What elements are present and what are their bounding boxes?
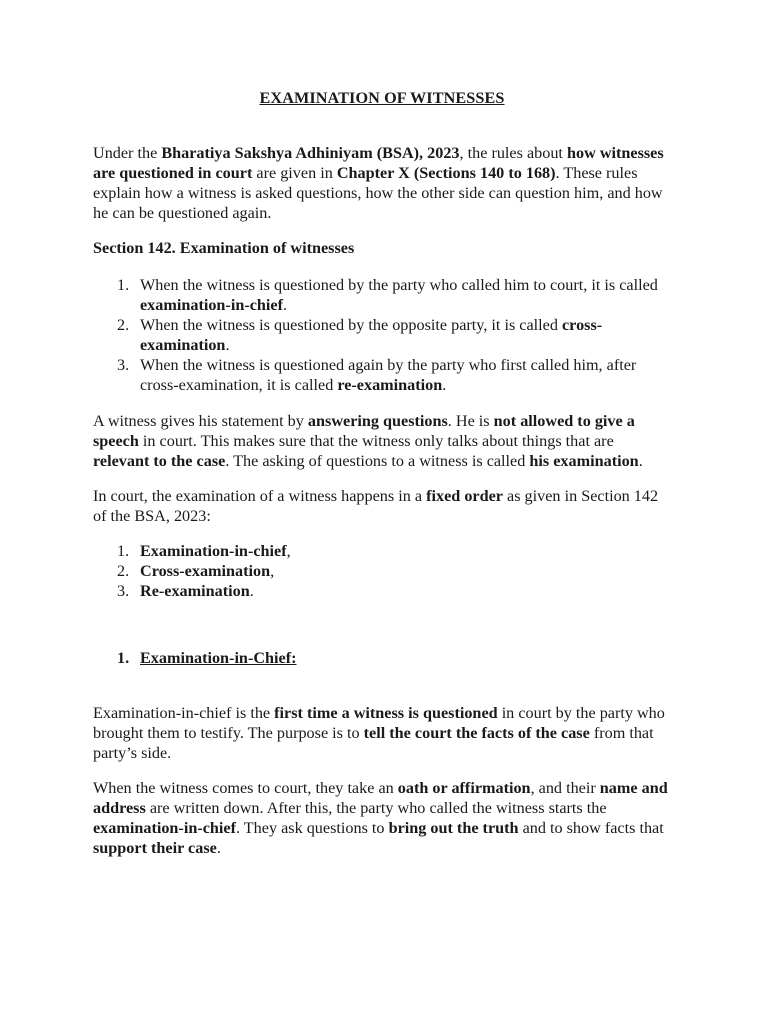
bold-run: how witnesses are questioned in court xyxy=(93,144,664,182)
text-run: A witness gives his statement by xyxy=(93,412,308,430)
bold-run: Chapter X (Sections 140 to 168) xyxy=(336,164,556,182)
list-item xyxy=(93,561,671,581)
text-run: . xyxy=(282,296,288,314)
text-run: . These rules explain how a witness is asked questions, how the other side can question him, and how he can be questioned again. xyxy=(93,164,663,222)
document-page xyxy=(93,88,671,873)
examination-order-list xyxy=(93,541,671,601)
text-run: When the witness is questioned by the party who called him to court, it is called xyxy=(140,276,658,294)
examination-in-chief-heading xyxy=(93,648,671,668)
bold-run: name and address xyxy=(93,779,668,817)
list-item xyxy=(93,315,671,355)
witness-statement-paragraph xyxy=(93,411,671,471)
document-title: EXAMINATION OF WITNESSES xyxy=(259,89,505,107)
text-run: , xyxy=(286,542,291,560)
list-item xyxy=(93,275,671,315)
text-run: . The asking of questions to a witness is called xyxy=(225,452,530,470)
text-run: . xyxy=(442,376,447,394)
text-run: . They ask questions to xyxy=(235,819,389,837)
bold-run: first time a witness is questioned xyxy=(274,704,498,722)
text-run: , xyxy=(270,562,275,580)
text-run: from that party’s side. xyxy=(93,724,654,762)
bold-run: Re-examination xyxy=(140,582,250,600)
text-run: . xyxy=(249,582,254,600)
bold-run: not allowed to give a speech xyxy=(93,412,635,450)
list-number: 3. xyxy=(117,356,130,374)
text-run: in court. This makes sure that the witness only talks about things that are xyxy=(138,432,614,450)
bold-run: his examination xyxy=(529,452,639,470)
text-run: When the witness is questioned by the opposite party, it is called xyxy=(140,316,562,334)
text-run: are written down. After this, the party who called the witness starts the xyxy=(145,799,607,817)
list-number: 1. xyxy=(117,649,130,667)
list-item xyxy=(93,541,671,561)
oath-paragraph xyxy=(93,778,671,858)
text-run: . xyxy=(638,452,643,470)
text-run: , the rules about xyxy=(459,144,567,162)
text-run: . xyxy=(216,839,221,857)
bold-run: oath or affirmation xyxy=(397,779,531,797)
bold-run: examination-in-chief xyxy=(93,819,236,837)
bold-run: examination-in-chief xyxy=(140,296,283,314)
section-heading xyxy=(93,648,671,668)
text-run: are given in xyxy=(252,164,337,182)
bold-run: Examination-in-chief xyxy=(140,542,287,560)
text-run: as given in Section 142 of the BSA, 2023: xyxy=(93,487,659,525)
text-run: , and their xyxy=(530,779,600,797)
bold-run: bring out the truth xyxy=(388,819,519,837)
list-number: 2. xyxy=(117,562,130,580)
text-run: When the witness is questioned again by the party who first called him, after cross-examination, it is called xyxy=(140,356,637,394)
bold-run: relevant to the case xyxy=(93,452,226,470)
text-run: When the witness comes to court, they take an xyxy=(93,779,398,797)
bold-run: answering questions xyxy=(307,412,448,430)
list-number: 1. xyxy=(117,542,130,560)
heading-text: Examination-in-Chief: xyxy=(140,649,297,667)
text-run: and to show facts that xyxy=(518,819,664,837)
text-run: in court by the party who brought them to testify. The purpose is to xyxy=(93,704,665,742)
list-number: 3. xyxy=(117,582,130,600)
list-number: 1. xyxy=(117,276,130,294)
bold-run: tell the court the facts of the case xyxy=(363,724,590,742)
text-run: . xyxy=(225,336,230,354)
text-run: Under the xyxy=(93,144,162,162)
fixed-order-paragraph xyxy=(93,486,671,526)
examination-in-chief-paragraph xyxy=(93,703,671,763)
text-run: . He is xyxy=(447,412,494,430)
list-item xyxy=(93,581,671,601)
section-142-heading: Section 142. Examination of witnesses xyxy=(93,239,355,257)
text-run: Examination-in-chief is the xyxy=(93,704,275,722)
bold-run: support their case xyxy=(93,839,217,857)
section-142-list xyxy=(93,275,671,395)
bold-run: cross-examination xyxy=(140,316,603,354)
text-run: In court, the examination of a witness happens in a xyxy=(93,487,427,505)
bold-run: Cross-examination xyxy=(140,562,271,580)
bold-run: Bharatiya Sakshya Adhiniyam (BSA), 2023 xyxy=(161,144,460,162)
bold-run: re-examination xyxy=(337,376,443,394)
intro-paragraph xyxy=(93,143,671,223)
list-number: 2. xyxy=(117,316,130,334)
bold-run: fixed order xyxy=(426,487,503,505)
list-item xyxy=(93,355,671,395)
